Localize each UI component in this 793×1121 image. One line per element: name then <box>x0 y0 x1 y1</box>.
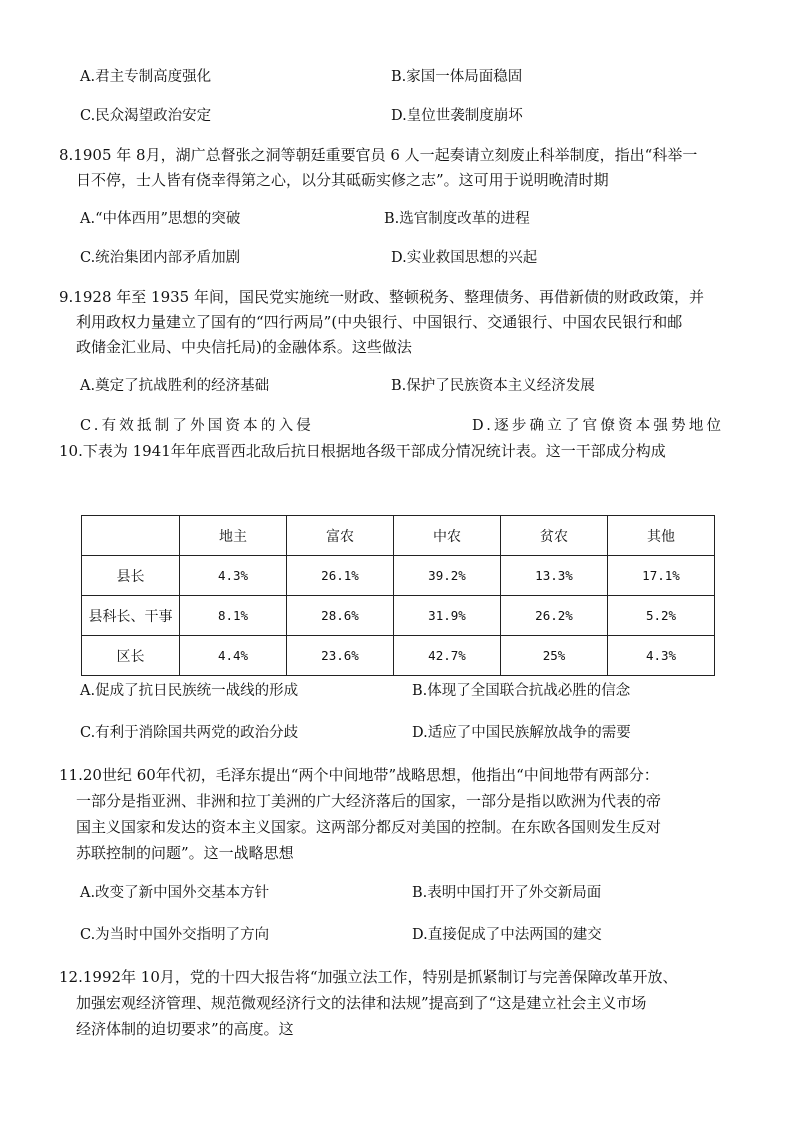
table-row-label: 区长 <box>82 636 180 676</box>
q8-option-c[interactable]: C.统治集团内部矛盾加剧 <box>80 250 241 266</box>
table-row <box>82 596 715 636</box>
table-header-middle-peasant: 中农 <box>394 516 501 556</box>
q11-option-a[interactable]: A.改变了新中国外交基本方针 <box>80 885 270 901</box>
cadre-composition-table <box>81 515 715 676</box>
table-row <box>82 556 715 596</box>
table-header-rich-peasant: 富农 <box>287 516 394 556</box>
table-cell: 4.3% <box>608 636 715 676</box>
table-header-landlord: 地主 <box>180 516 287 556</box>
q8-option-a[interactable]: A.“中体西用”思想的突破 <box>80 211 241 227</box>
q8-stem-line-1: 8.1905 年 8月，湖广总督张之洞等朝廷重要官员 6 人一起奏请立刻废止科举制度，指出“科举一 <box>59 146 698 164</box>
table-cell: 8.1% <box>180 596 287 636</box>
table-cell: 4.3% <box>180 556 287 596</box>
q7-option-a[interactable]: A.君主专制高度强化 <box>80 69 212 85</box>
table-cell: 17.1% <box>608 556 715 596</box>
q12-stem-line-3: 经济体制的迫切要求”的高度。这 <box>76 1020 294 1038</box>
q9-option-d[interactable]: D.逐步确立了官僚资本强势地位 <box>472 418 725 434</box>
q9-option-c[interactable]: C.有效抵制了外国资本的入侵 <box>80 418 314 434</box>
q12-stem-line-2: 加强宏观经济管理、规范微观经济行文的法律和法规”提高到了“这是建立社会主义市场 <box>76 994 647 1012</box>
q7-option-b[interactable]: B.家国一体局面稳固 <box>391 69 523 85</box>
table-header-poor-peasant: 贫农 <box>501 516 608 556</box>
table-header-other: 其他 <box>608 516 715 556</box>
table-cell: 31.9% <box>394 596 501 636</box>
q11-option-d[interactable]: D.直接促成了中法两国的建交 <box>412 927 602 943</box>
table-cell: 26.1% <box>287 556 394 596</box>
q9-option-a[interactable]: A.奠定了抗战胜利的经济基础 <box>80 378 270 394</box>
table-row-label: 县长 <box>82 556 180 596</box>
q11-stem-line-3: 国主义国家和发达的资本主义国家。这两部分都反对美国的控制。在东欧各国则发生反对 <box>76 818 662 836</box>
q11-option-b[interactable]: B.表明中国打开了外交新局面 <box>412 885 602 901</box>
q12-stem-line-1: 12.1992年 10月，党的十四大报告将“加强立法工作，特别是抓紧制订与完善保障改革开放、 <box>59 968 678 986</box>
q7-option-d[interactable]: D.皇位世袭制度崩坏 <box>391 108 523 124</box>
table-header-corner <box>82 516 180 556</box>
q8-option-b[interactable]: B.选官制度改革的进程 <box>384 211 530 227</box>
table-cell: 23.6% <box>287 636 394 676</box>
q11-stem-line-1: 11.20世纪 60年代初，毛泽东提出“两个中间地带”战略思想，他指出“中间地带有两部分： <box>59 766 659 784</box>
q9-option-b[interactable]: B.保护了民族资本主义经济发展 <box>391 378 595 394</box>
q9-stem-line-3: 政储金汇业局、中央信托局)的金融体系。这些做法 <box>76 338 412 356</box>
table-cell: 4.4% <box>180 636 287 676</box>
table-cell: 13.3% <box>501 556 608 596</box>
q11-stem-line-4: 苏联控制的问题”。这一战略思想 <box>76 844 294 862</box>
table-cell: 42.7% <box>394 636 501 676</box>
table-header-row <box>82 516 715 556</box>
q8-option-d[interactable]: D.实业救国思想的兴起 <box>391 250 538 266</box>
table-cell: 25% <box>501 636 608 676</box>
q10-option-d[interactable]: D.适应了中国民族解放战争的需要 <box>412 725 631 741</box>
q9-stem-line-1: 9.1928 年至 1935 年间，国民党实施统一财政、整顿税务、整理债务、再借新债的财政政策，并 <box>59 288 704 306</box>
q11-stem-line-2: 一部分是指亚洲、非洲和拉丁美洲的广大经济落后的国家，一部分是指以欧洲为代表的帝 <box>76 792 662 810</box>
q11-option-c[interactable]: C.为当时中国外交指明了方向 <box>80 927 270 943</box>
q10-option-c[interactable]: C.有利于消除国共两党的政治分歧 <box>80 725 299 741</box>
q10-option-b[interactable]: B.体现了全国联合抗战必胜的信念 <box>412 683 631 699</box>
table-cell: 5.2% <box>608 596 715 636</box>
table-cell: 28.6% <box>287 596 394 636</box>
table-cell: 39.2% <box>394 556 501 596</box>
q10-stem-line-1: 10.下表为 1941年年底晋西北敌后抗日根据地各级干部成分情况统计表。这一干部成分构成 <box>59 442 666 460</box>
table-cell: 26.2% <box>501 596 608 636</box>
table-row <box>82 636 715 676</box>
q10-option-a[interactable]: A.促成了抗日民族统一战线的形成 <box>80 683 299 699</box>
q7-option-c[interactable]: C.民众渴望政治安定 <box>80 108 212 124</box>
q8-stem-line-2: 日不停，士人皆有侥幸得第之心，以分其砥砺实修之志”。这可用于说明晚清时期 <box>76 171 609 189</box>
table-row-label: 县科长、干事 <box>82 596 180 636</box>
q9-stem-line-2: 利用政权力量建立了国有的“四行两局”(中央银行、中国银行、交通银行、中国农民银行和邮 <box>76 313 683 331</box>
